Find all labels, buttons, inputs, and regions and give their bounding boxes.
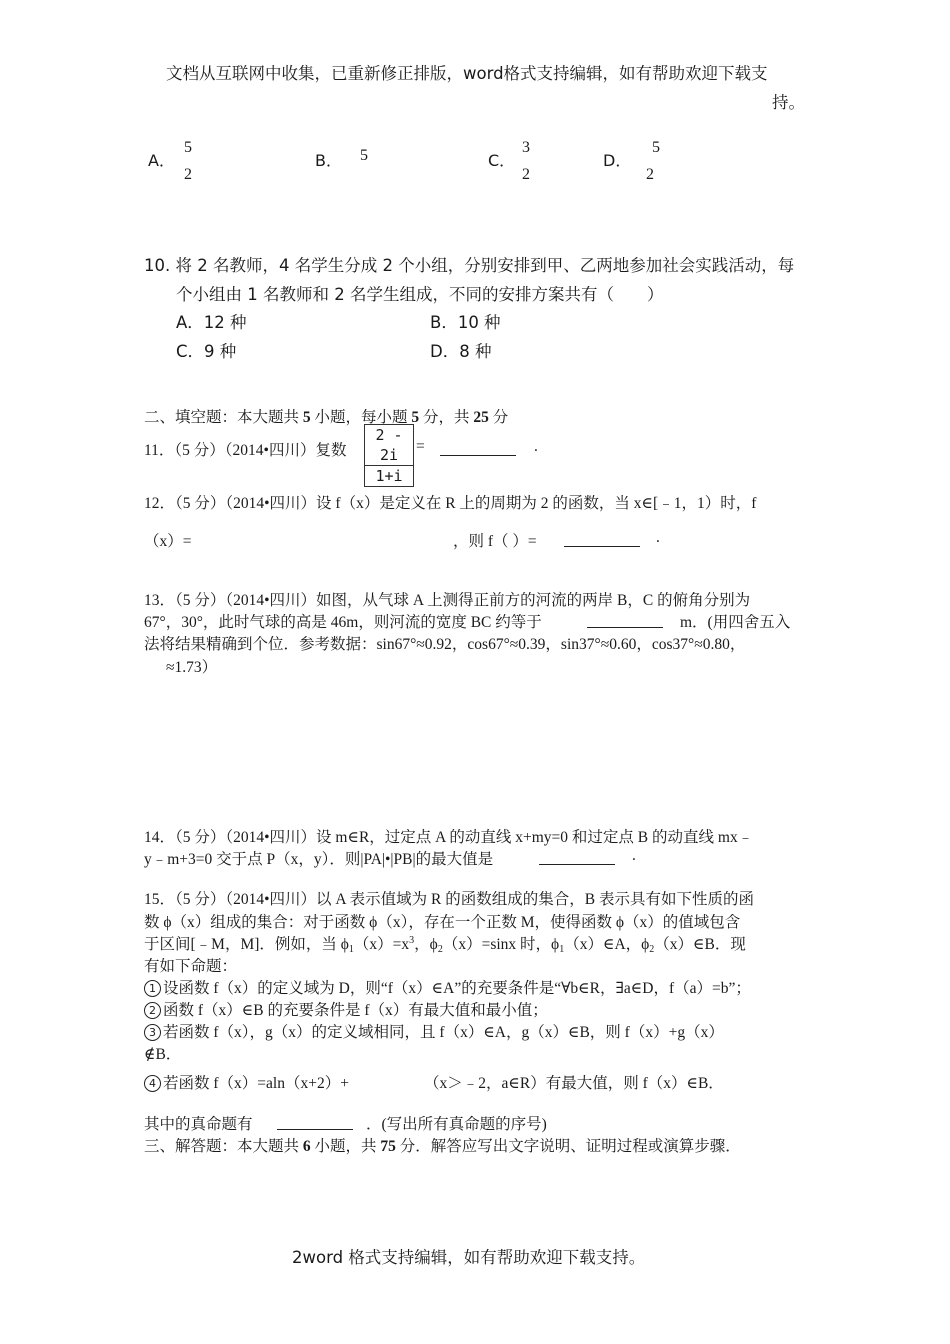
q15-line-4: 有如下命题： <box>144 958 238 975</box>
circled-number-2: 2 <box>144 1002 161 1019</box>
footer-text: 2word 格式支持编辑，如有帮助欢迎下载支持。 <box>292 1248 646 1267</box>
section-3-heading: 三、解答题：本大题共 6 小题，共 75 分．解答应写出文字说明、证明过程或演算步骤． <box>144 1138 741 1155</box>
option-a-numerator: 5 <box>184 139 192 156</box>
q15-answer-note: ．(写出所有真命题的序号) <box>366 1116 547 1133</box>
option-c-numerator: 3 <box>522 139 530 156</box>
q11-fraction-numerator: 2 - 2i <box>375 426 403 464</box>
q12-line-1: 12．（5 分）（2014•四川）设 f（x）是定义在 R 上的周期为 2 的函数，当 x∈[﹣1，1）时，f <box>144 495 757 512</box>
circled-number-1: 1 <box>144 980 161 997</box>
q10-option-a: A．12 种 <box>176 313 247 332</box>
q12-line-2-start: （x）= <box>144 533 192 550</box>
q13-line-2-end: m．(用四舍五入 <box>680 614 791 631</box>
q13-line-2-start: 67°，30°，此时气球的高是 46m，则河流的宽度 BC 约等于 <box>144 614 542 631</box>
option-c-denominator: 2 <box>522 166 530 183</box>
section-2-heading: 二、填空题：本大题共 5 小题，每小题 5 分，共 25 分 <box>144 409 509 426</box>
q10-option-c: C．9 种 <box>176 342 237 361</box>
q15-proposition-3: 3 若函数 f（x），g（x）的定义域相同，且 f（x）∈A，g（x）∈B，则 f（x）+g（x） <box>144 1020 724 1042</box>
q11-fraction <box>364 424 414 487</box>
q14-line-2-start: y﹣m+3=0 交于点 P（x，y）．则|PA|•|PB|的最大值是 <box>144 851 494 868</box>
q13-line-4: ≈1.73） <box>166 659 218 676</box>
q12-line-2-mid: ，则 f（ ）= <box>453 533 537 550</box>
q12-period: . <box>656 529 660 546</box>
q13-line-3: 法将结果精确到个位．参考数据：sin67°≈0.92，cos67°≈0.39，sin37°≈0.60，cos37°≈0.80， <box>144 636 746 653</box>
q14-answer-blank[interactable] <box>539 849 615 865</box>
option-b-value: 5 <box>360 147 368 164</box>
circled-number-3: 3 <box>144 1024 161 1041</box>
q10-line-2: 个小组由 1 名教师和 2 名学生组成，不同的安排方案共有（ ） <box>176 285 664 304</box>
q11-equals: = <box>416 438 425 455</box>
q15-line-1: 15．（5 分）（2014•四川）以 A 表示值域为 R 的函数组成的集合，B 表示具有如下性质的函 <box>144 891 754 908</box>
q11-text: 11．（5 分）（2014•四川）复数 <box>144 442 347 459</box>
q15-answer-prompt: 其中的真命题有 <box>144 1116 253 1133</box>
q11-fraction-denominator: 1+i <box>365 465 413 486</box>
q10-line-1: 10. 将 2 名教师，4 名学生分成 2 个小组，分别安排到甲、乙两地参加社会实践活动，每 <box>144 256 795 275</box>
q10-option-d: D．8 种 <box>430 342 492 361</box>
q11-answer-blank[interactable] <box>440 440 516 456</box>
q15-proposition-4: 4 若函数 f（x）=aln（x+2）+ <box>144 1071 349 1093</box>
q15-proposition-3-cont: ∉B． <box>144 1046 182 1063</box>
circled-number-4: 4 <box>144 1075 161 1092</box>
q13-line-1: 13．（5 分）（2014•四川）如图，从气球 A 上测得正前方的河流的两岸 B，C 的俯角分别为 <box>144 592 751 609</box>
option-a-label: A． <box>148 151 175 170</box>
q15-line-3: 于区间[﹣M，M]．例如，当 $\phi_1(x)=x^3$，$\phi_2(x)=\sin x$ 时，$\phi_1(x)\in A$，$\phi_2(x)\in B$．现 <box>144 935 746 955</box>
option-d-label: D． <box>603 151 632 170</box>
q12-answer-blank[interactable] <box>564 531 640 547</box>
header-line-2: 持。 <box>772 93 805 112</box>
option-a-denominator: 2 <box>184 166 192 183</box>
option-d-denominator: 2 <box>646 166 654 183</box>
q10-option-b: B．10 种 <box>430 313 501 332</box>
q15-answer-blank[interactable] <box>277 1114 353 1130</box>
option-c-label: C． <box>488 151 516 170</box>
q11-period: . <box>534 438 538 455</box>
q14-period: . <box>632 847 636 864</box>
q15-proposition-2: 2 函数 f（x）∈B 的充要条件是 f（x）有最大值和最小值； <box>144 998 548 1020</box>
q15-line-2: 数 ϕ（x）组成的集合：对于函数 ϕ（x），存在一个正数 M，使得函数 ϕ（x）的值域包含 <box>144 914 741 931</box>
q14-line-1: 14．（5 分）（2014•四川）设 m∈R，过定点 A 的动直线 x+my=0 和过定点 B 的动直线 mx﹣ <box>144 829 754 846</box>
q15-proposition-4-end: （x＞﹣2，a∈R）有最大值，则 f（x）∈B． <box>424 1075 724 1092</box>
option-d-numerator: 5 <box>652 139 660 156</box>
q13-answer-blank[interactable] <box>587 612 663 628</box>
q15-proposition-1: 1 设函数 f（x）的定义域为 D，则“f（x）∈A”的充要条件是“∀b∈R，∃a∈D，f（a）=b”； <box>144 976 751 998</box>
option-b-label: B． <box>315 151 342 170</box>
header-line-1: 文档从互联网中收集，已重新修正排版，word格式支持编辑，如有帮助欢迎下载支 <box>166 64 768 83</box>
